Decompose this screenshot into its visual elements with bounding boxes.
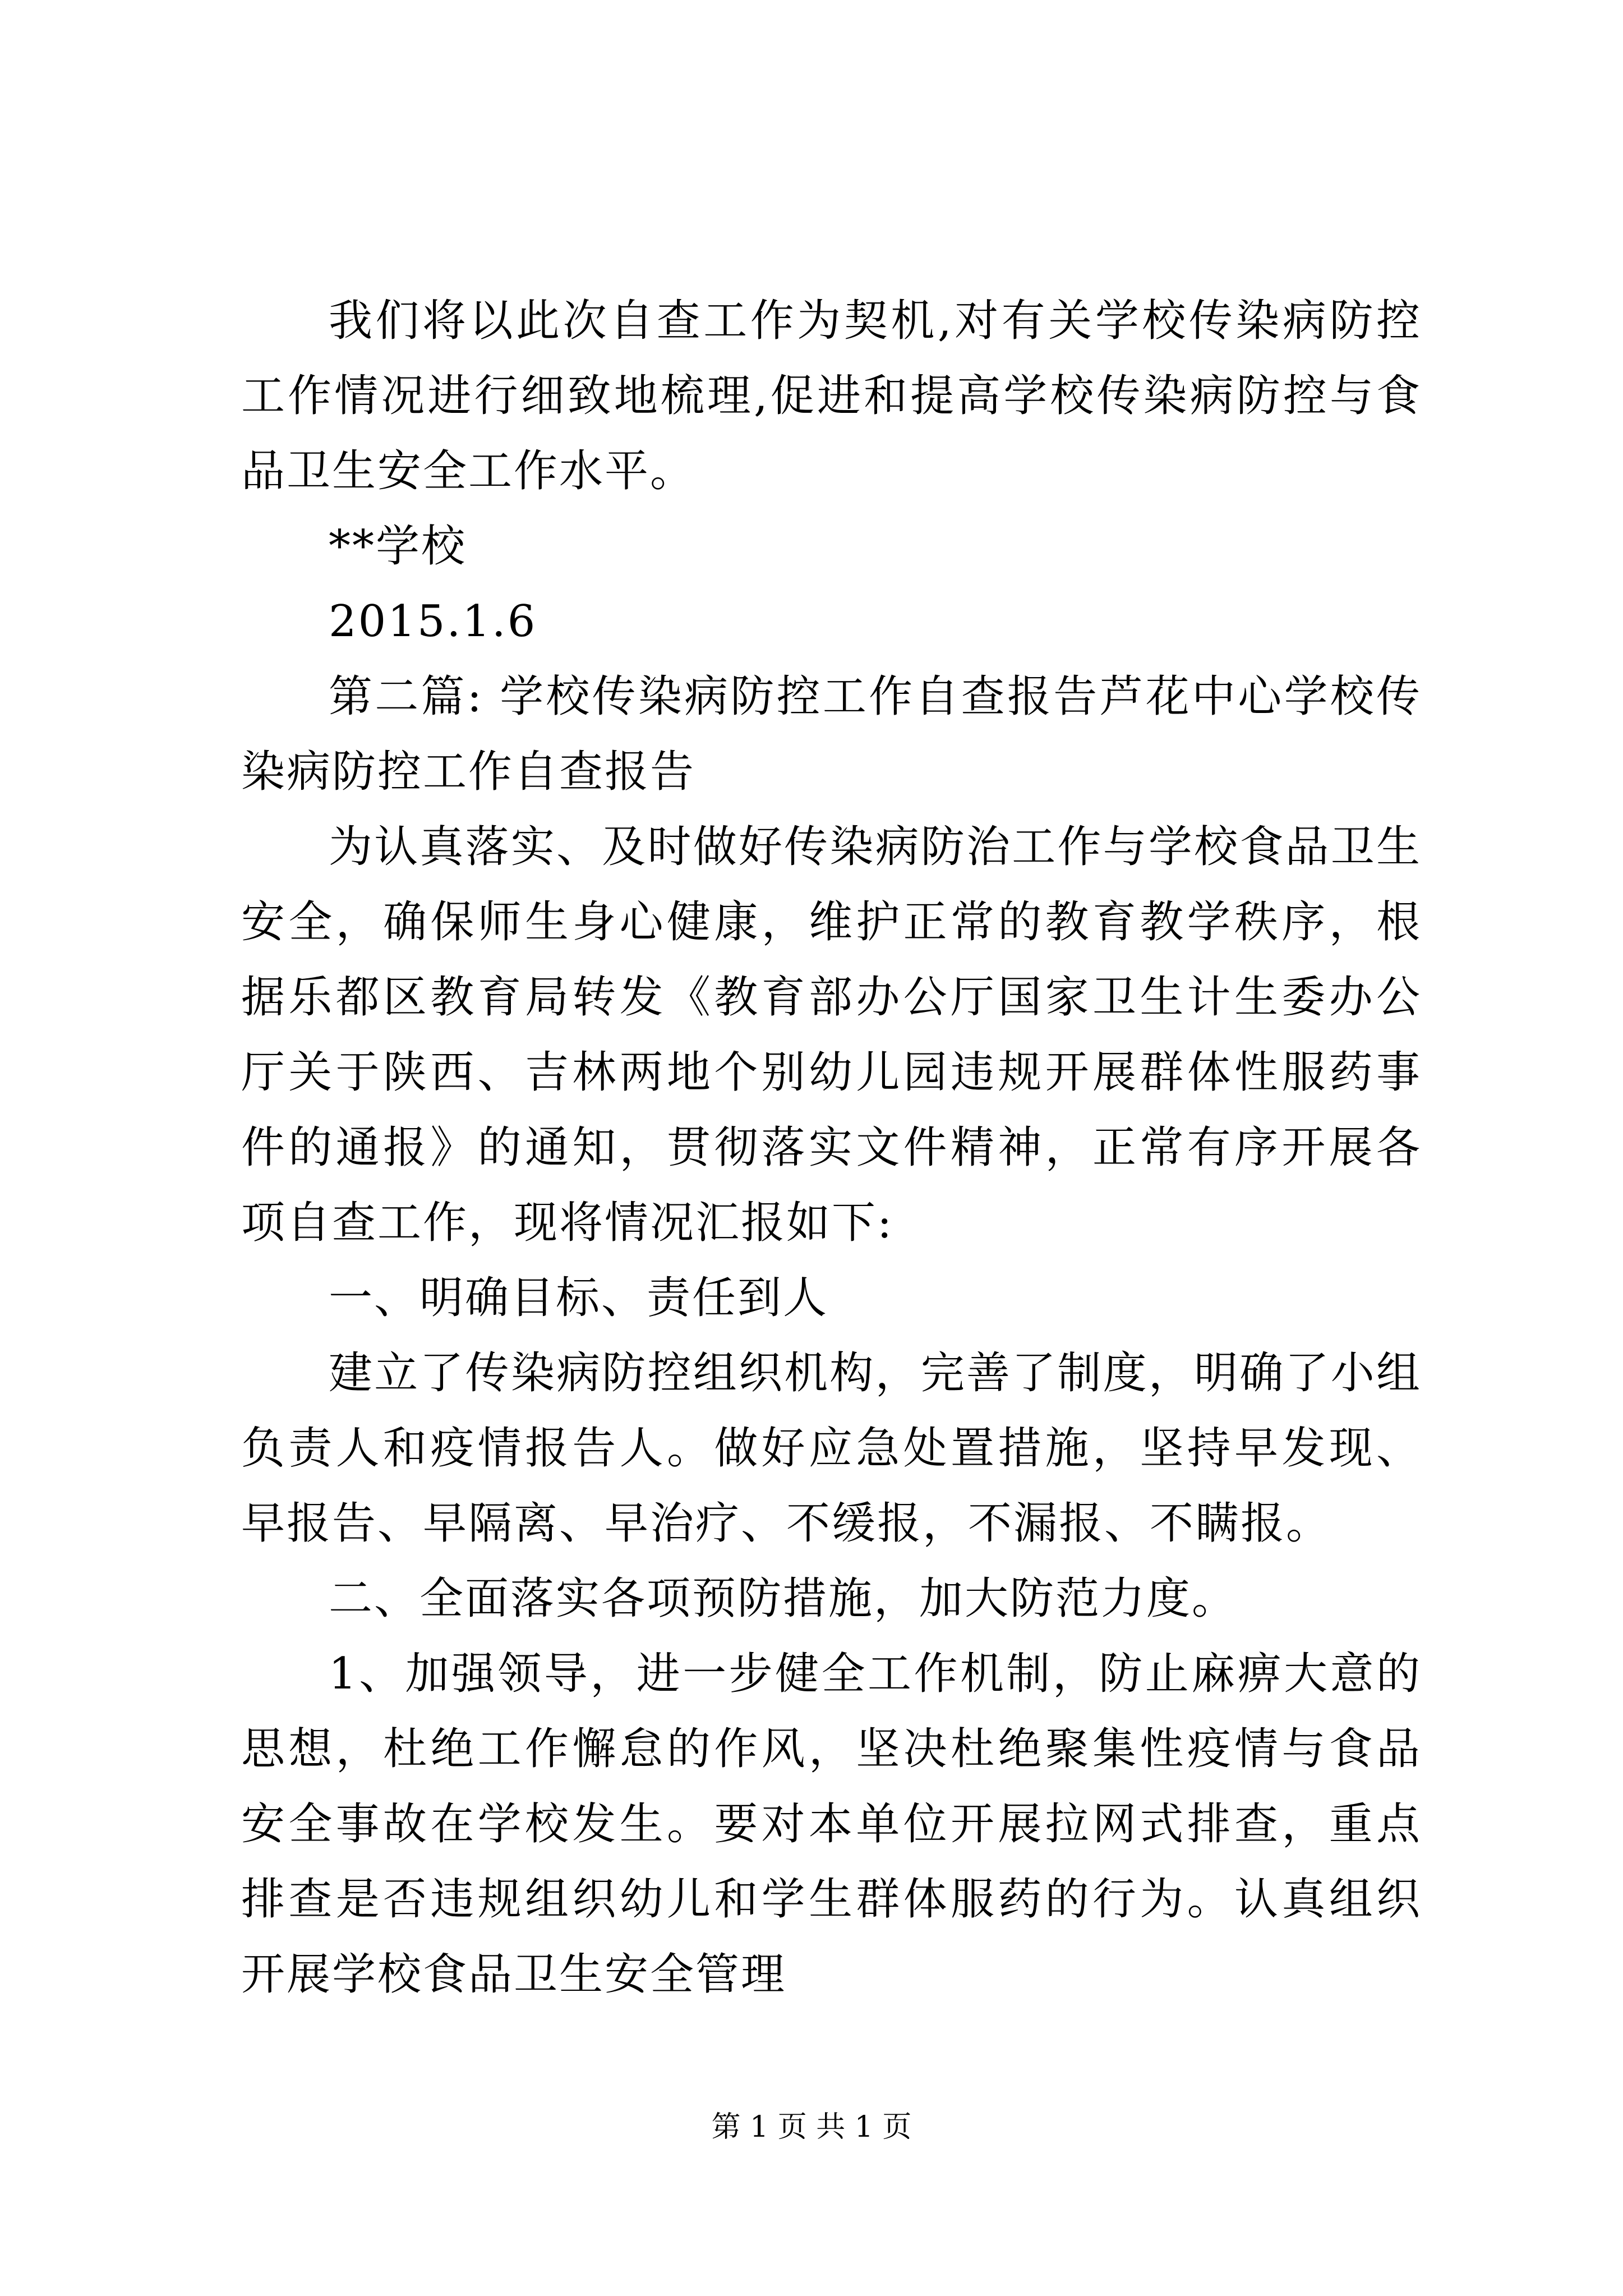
paragraph-date: 2015.1.6 (329, 596, 537, 647)
paragraph-intro: 我们将以此次自查工作为契机,对有关学校传染病防控工作情况进行细致地梳理,促进和提高学校传染病防控与食品卫生安全工作水平。 (241, 296, 1422, 496)
paragraph-second-title: 第二篇: 学校传染病防控工作自查报告芦花中心学校传染病防控工作自查报告 (241, 671, 1422, 797)
paragraph-section-one: 建立了传染病防控组织机构，完善了制度，明确了小组负责人和疫情报告人。做好应急处置措施，坚持早发现、早报告、早隔离、早治疗、不缓报，不漏报、不瞒报。 (241, 1348, 1422, 1549)
heading-section-two: 二、全面落实各项预防措施，加大防范力度。 (329, 1573, 1238, 1624)
page-footer (0, 2105, 1623, 2150)
heading-section-one: 一、明确目标、责任到人 (329, 1273, 829, 1323)
paragraph-item-one: 1、加强领导，进一步健全工作机制，防止麻痹大意的思想，杜绝工作懈怠的作风，坚决杜绝聚集性疫情与食品安全事故在学校发生。要对本单位开展拉网式排查，重点排查是否违规组织幼儿和学生群体服药的行为。认真组织开展学校食品卫生安全管理 (241, 1649, 1422, 2000)
paragraph-overview: 为认真落实、及时做好传染病防治工作与学校食品卫生安全，确保师生身心健康，维护正常的教育教学秩序，根据乐都区教育局转发《教育部办公厅国家卫生计生委办公厅关于陕西、吉林两地个别幼儿园违规开展群体性服药事件的通报》的通知，贯彻落实文件精神，正常有序开展各项自查工作，现将情况汇报如下: (241, 822, 1422, 1248)
document-body (241, 283, 1422, 2012)
page-number-label: 第 1 页 共 1 页 (711, 2110, 912, 2144)
paragraph-school-signature: **学校 (329, 521, 467, 572)
